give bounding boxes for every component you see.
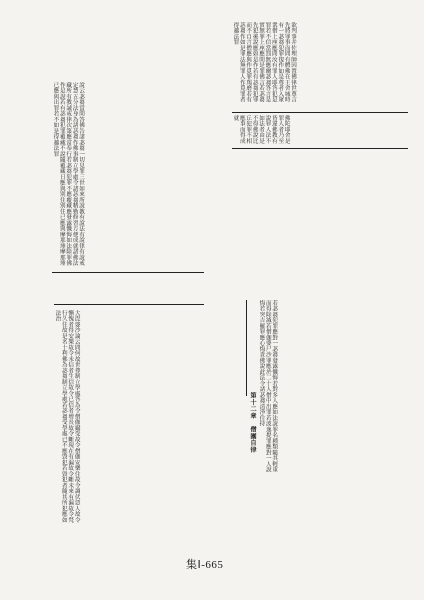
top-right-note-top-rule bbox=[232, 112, 408, 113]
top-left-text: 說云苾芻當問答佛告諸苾芻一切見罪三世如來所說教有說法有說律有說戒定慧五分法身為諸苾芻作佛事制立學處令諸苾芻精勤修習方便成就諸佛法藏所有教誡戒律次第應當奉行若苾芻犯罪不應覆藏應發露懺悔如法除罪佛作是說若有苾芻犯罪覆藏不說隨覆藏日應與別住別住已應與摩那埵摩那埵已應與出罪若不如是得越法罪 bbox=[52, 82, 85, 266]
bottom-left-text-block bbox=[54, 310, 204, 528]
top-right-text: 欲判事并佐理師因置佛律世尊言先將罪事而問有體佛在王舍城時有一苾芻犯罪復作如是尊者入眾衆僧上座應問汝有罪人耶答犯是罪若不信當罰無應爾苾芻答言是實無罪上座應問是罪佛言若苾芻先犯後說應如是作若有苾芻犯罪而不自言僧應與作覓罪羯磨若有苾芻作如是罪法無罪人作覓罪者得越法罪 bbox=[232, 22, 297, 103]
bottom-left-top-rule bbox=[54, 304, 204, 305]
bottom-right-section-title: 第十二章 僧團自律 bbox=[249, 392, 256, 454]
bottom-left-text: 大毘婆沙論云問何故世尊制立學處答為令僧伽攝受故令僧伽安樂住故令調伏惡人故令慚愧者得安樂故令未信者生信故令已信者增長故令斷現在有漏故令斷未來有漏故令梵行久住故是名十利佛為苾芻制立學處若苾芻受學處已不應毀犯若毀犯者隨其所犯應如法治 bbox=[54, 310, 80, 523]
top-right-note-bottom-rule bbox=[232, 148, 408, 149]
bottom-right-text: 若苾芻犯罪應對一苾芻發露懺悔若對多人應如法說罪名種類隨其輕重而得除滅若僧伽婆尸沙罪應於二十人僧中出罪若波逸提罪應對一人說悔若突吉羅罪應心悔責佛說此法令諸苾芻清淨住持 bbox=[258, 300, 278, 473]
page-number: 集Ⅰ-665 bbox=[186, 559, 224, 571]
top-right-text-block bbox=[232, 22, 408, 108]
top-left-text-block bbox=[52, 82, 204, 268]
top-right-note-text: 佛陀耶舍是罪人者乃至皆違佛教有說罪人法不如法者由是不得佛說比丘犯罪不相應事而得成就 bbox=[232, 115, 290, 144]
top-left-rule bbox=[52, 272, 204, 273]
bottom-right-text-block bbox=[258, 300, 408, 478]
top-right-note-block bbox=[232, 115, 408, 145]
bottom-right-section-rule bbox=[246, 300, 247, 396]
